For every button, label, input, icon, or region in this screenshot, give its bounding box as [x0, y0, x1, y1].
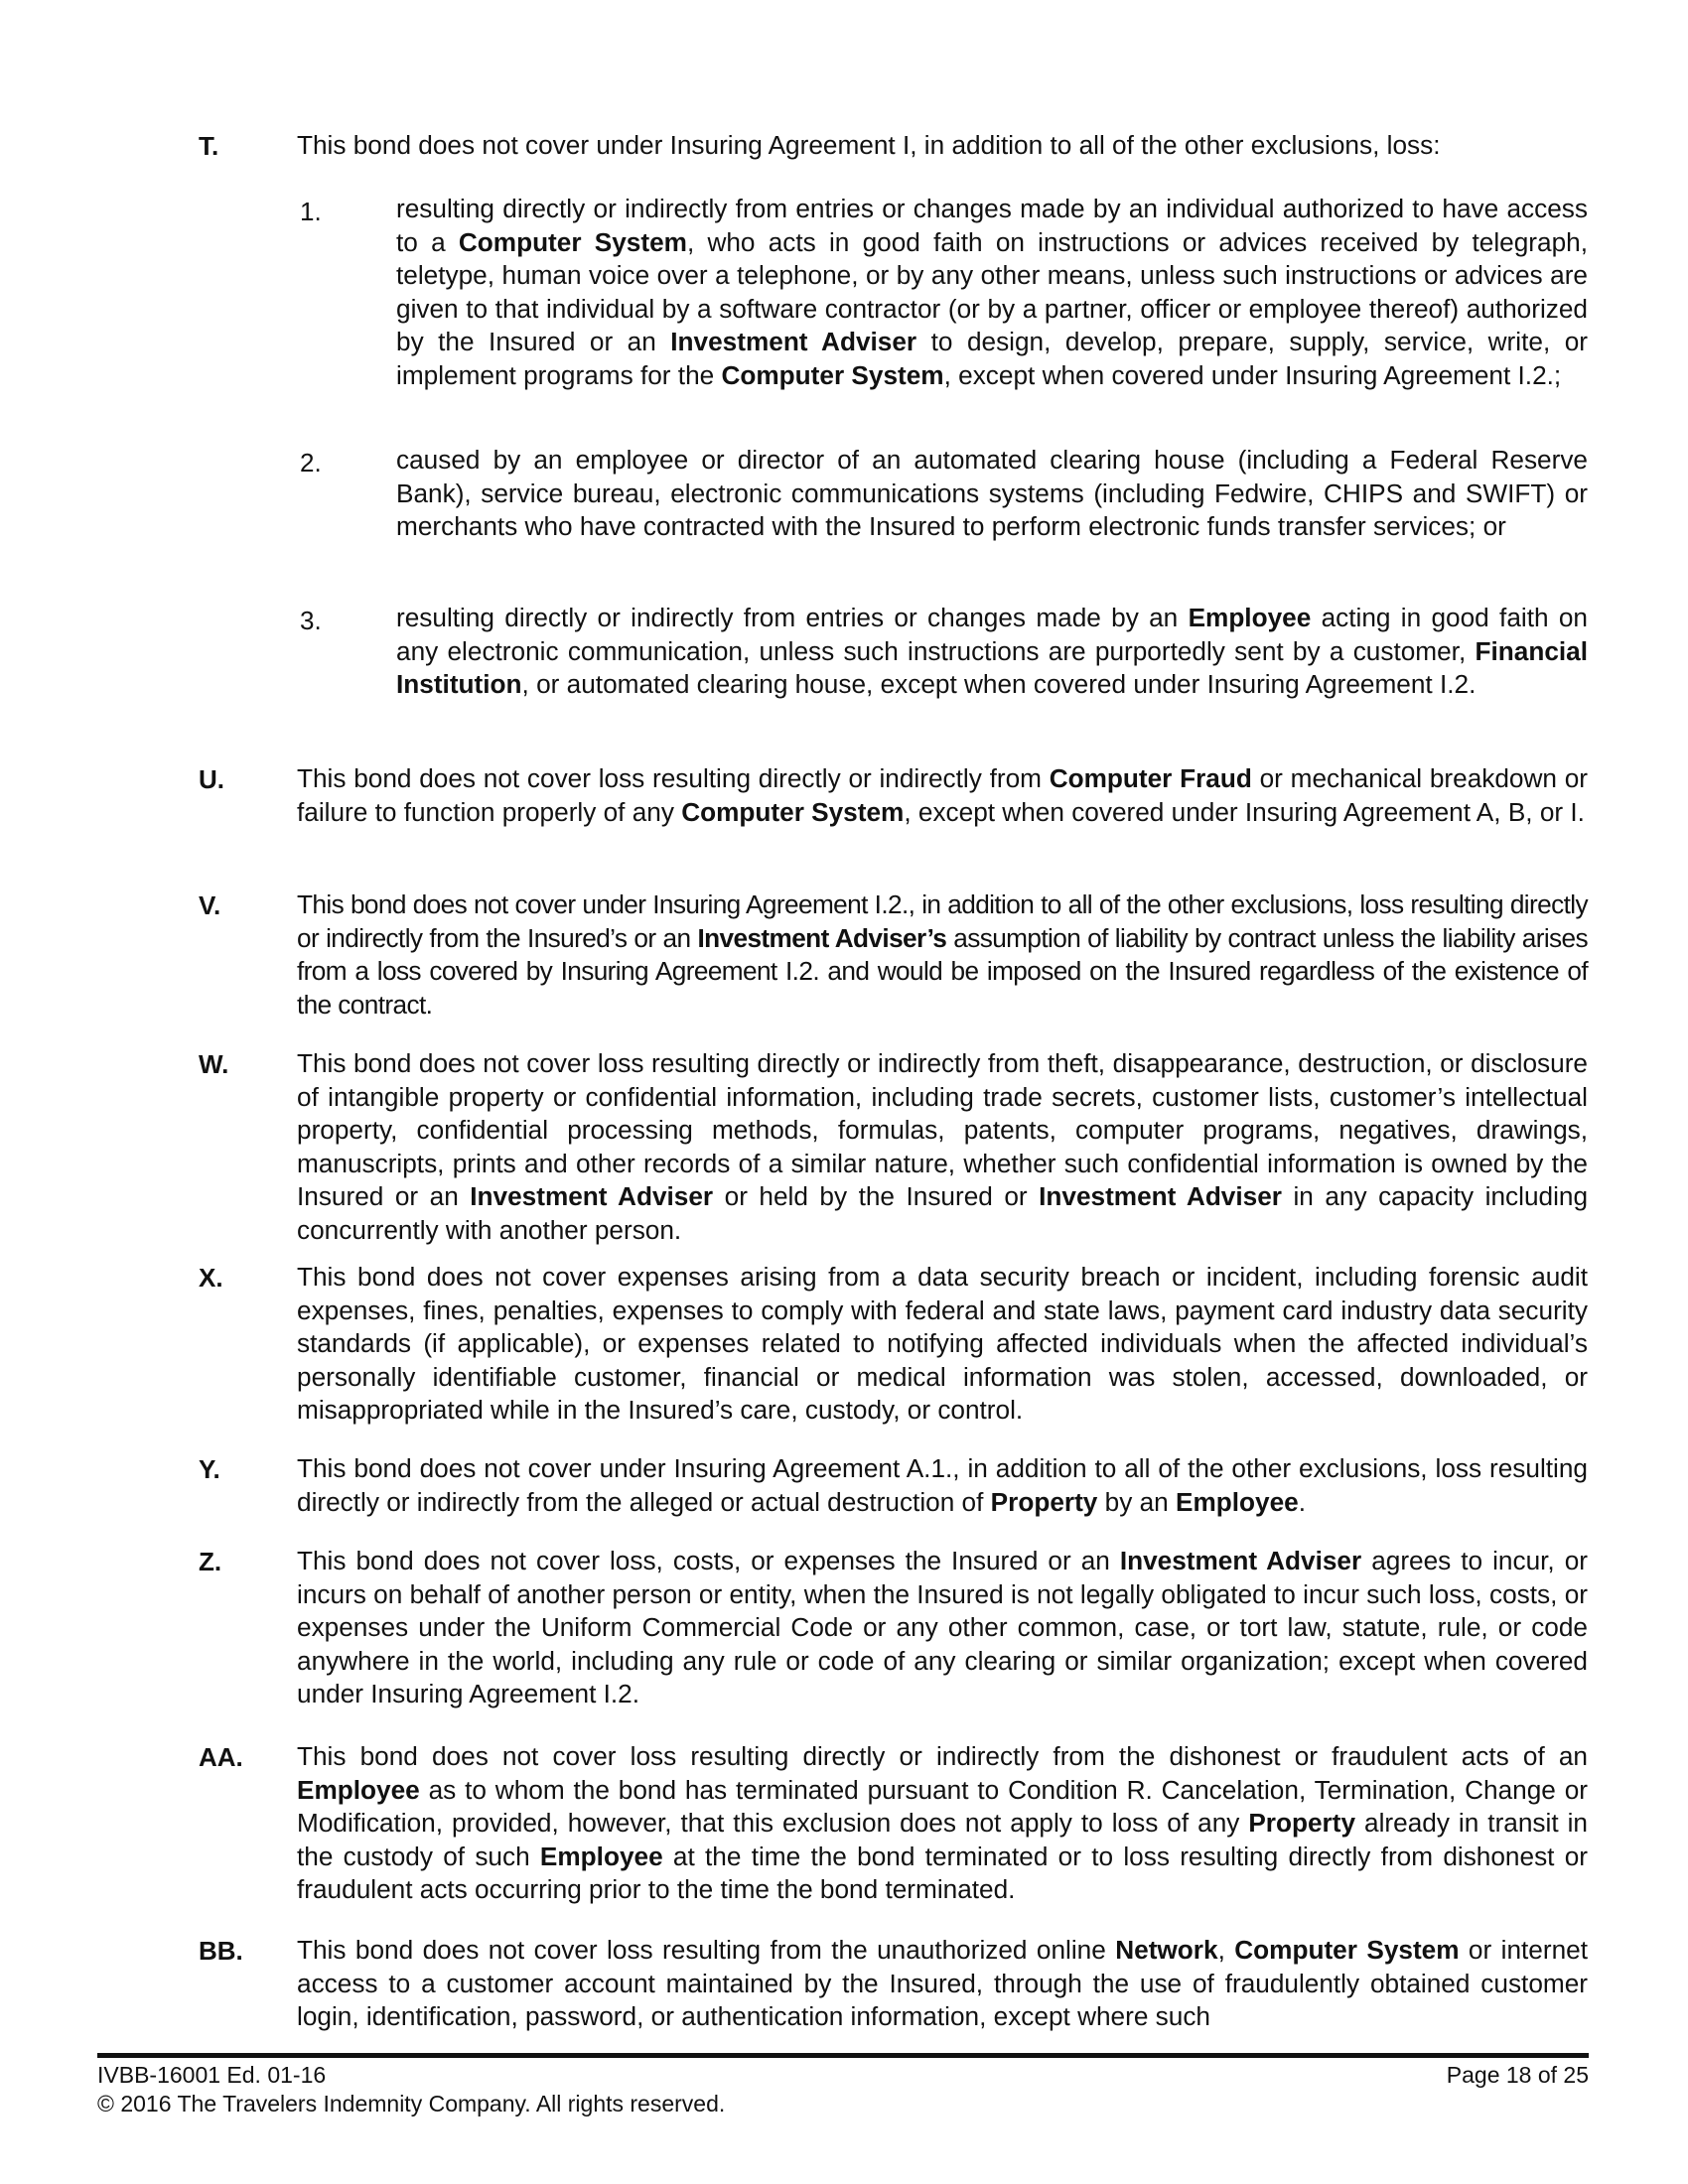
form-id: IVBB-16001 Ed. 01-16	[97, 2062, 327, 2088]
item-number: 3.	[300, 606, 322, 635]
exclusion-text: This bond does not cover loss, costs, or expenses the Insured or an Investment Adviser agrees to incur, or incurs on behalf of another person or entity, when the Insured is not legally obligated to incur such loss, costs, or expenses under the Uniform Commercial Code or any other common, case, or tort law, statute, rule, or code anywhere in the world, including any rule or code of any clearing or similar organization; except when covered under Insuring Agreement I.2.	[297, 1546, 1588, 1708]
item-number: 2.	[300, 448, 322, 478]
item-text: resulting directly or indirectly from entries or changes made by an Employee acting in good faith on any electronic communication, unless such instructions are purportedly sent by a customer, Financial Institution, or automated clearing house, except when covered under Insuring Agreement I.2.	[396, 603, 1588, 699]
exclusion-letter: BB.	[199, 1936, 243, 1966]
exclusion-text: This bond does not cover expenses arising from a data security breach or incident, including forensic audit expenses, fines, penalties, expenses to comply with federal and state laws, payment card industry data security standards (if applicable), or expenses related to notifying affected individuals when the affected individual’s personally identifiable customer, financial or medical information was stolen, accessed, downloaded, or misappropriated while in the Insured’s care, custody, or control.	[297, 1262, 1588, 1425]
item-number: 1.	[300, 197, 322, 226]
copyright: © 2016 The Travelers Indemnity Company. All rights reserved.	[97, 2091, 726, 2116]
exclusion-text: This bond does not cover loss resulting directly or indirectly from the dishonest or fraudulent acts of an Employee as to whom the bond has terminated pursuant to Condition R. Cancelation, Termination, Change or Modification, provided, however, that this exclusion does not apply to loss of any Property already in transit in the custody of such Employee at the time the bond terminated or to loss resulting directly from dishonest or fraudulent acts occurring prior to the time the bond terminated.	[297, 1741, 1588, 1904]
page-number: Page 18 of 25	[1446, 2062, 1589, 2088]
exclusion-letter: W.	[199, 1049, 229, 1079]
exclusion-letter: X.	[199, 1263, 223, 1293]
exclusion-letter: V.	[199, 890, 221, 920]
exclusion-text: This bond does not cover loss resulting directly or indirectly from theft, disappearance, destruction, or disclosure of intangible property or confidential information, including trade secrets, customer lists, customer’s intellectual property, confidential processing methods, formulas, patents, computer programs, negatives, drawings, manuscripts, prints and other records of a similar nature, whether such confidential information is owned by the Insured or an Investment Adviser or held by the Insured or Investment Adviser in any capacity including concurrently with another person.	[297, 1048, 1589, 1245]
exclusion-text: This bond does not cover loss resulting directly or indirectly from Computer Fraud or mechanical breakdown or failure to function properly of any Computer System, except when covered under Insuring Agreement A, B, or I.	[297, 763, 1588, 827]
exclusion-letter: U.	[199, 764, 224, 794]
exclusion-text: This bond does not cover under Insuring Agreement I.2., in addition to all of the other exclusions, loss resulting directly or indirectly from the Insured’s or an Investment Adviser’s assumption of liability by contract unless the liability arises from a loss covered by Insuring Agreement I.2. and would be imposed on the Insured regardless of the existence of the contract.	[297, 889, 1588, 1020]
exclusion-letter: Z.	[199, 1547, 222, 1576]
exclusion-text: This bond does not cover under Insuring Agreement A.1., in addition to all of the other exclusions, loss resulting directly or indirectly from the alleged or actual destruction of Property by an Employee.	[297, 1453, 1588, 1517]
exclusion-letter: AA.	[199, 1742, 243, 1772]
exclusion-letter: Y.	[199, 1454, 220, 1484]
exclusion-letter: T.	[199, 131, 219, 161]
item-text: resulting directly or indirectly from entries or changes made by an individual authorized to have access to a Computer System, who acts in good faith on instructions or advices received by telegraph, teletype, human voice over a telephone, or by any other means, unless such instructions or advices are given to that individual by a software contractor (or by a partner, officer or employee thereof) authorized by the Insured or an Investment Adviser to design, develop, prepare, supply, service, write, or implement programs for the Computer System, except when covered under Insuring Agreement I.2.;	[396, 194, 1588, 390]
footer-rule	[97, 2053, 1589, 2058]
item-text: caused by an employee or director of an automated clearing house (including a Federal Reserve Bank), service bureau, electronic communications systems (including Fedwire, CHIPS and SWIFT) or merchants who have contracted with the Insured to perform electronic funds transfer services; or	[396, 445, 1588, 541]
exclusion-text: This bond does not cover loss resulting from the unauthorized online Network, Computer System or internet access to a customer account maintained by the Insured, through the use of fraudulently obtained customer login, identification, password, or authentication information, except where such	[297, 1935, 1588, 2031]
exclusion-text: This bond does not cover under Insuring Agreement I, in addition to all of the other exclusions, loss:	[297, 130, 1441, 160]
